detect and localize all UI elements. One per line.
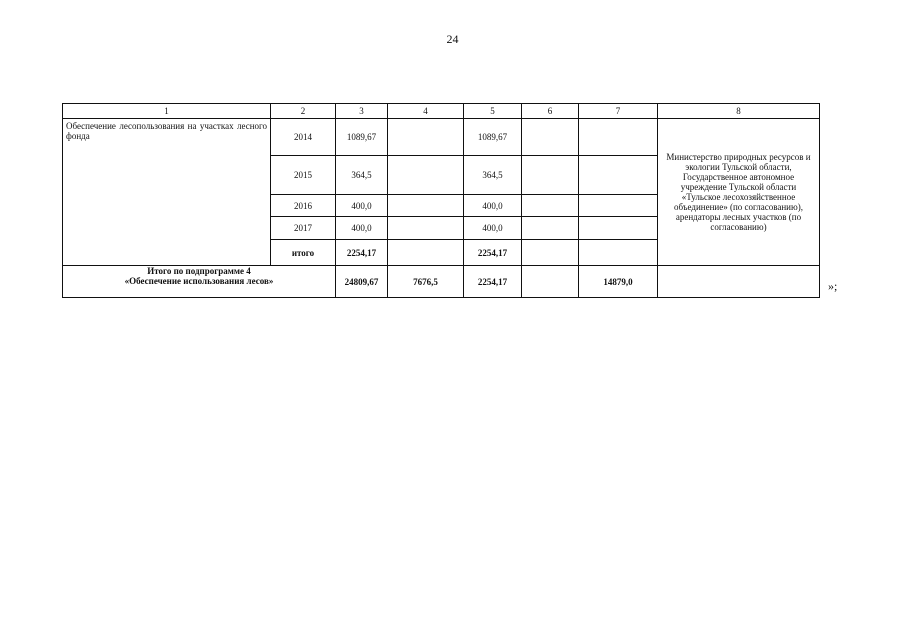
total-col7-cell [579,240,658,266]
col4-cell [388,217,464,240]
closing-quote-mark: »; [828,279,838,293]
col3-cell: 364,5 [336,156,388,195]
year-cell: 2014 [271,119,336,156]
subprogram-col5-cell: 2254,17 [464,266,522,298]
total-col5-cell: 2254,17 [464,240,522,266]
year-cell: 2017 [271,217,336,240]
total-col3-cell: 2254,17 [336,240,388,266]
subprogram-total-label-line2: «Обеспечение использования лесов» [124,276,274,286]
item-description-cell: Обеспечение лесопользования на участках лесного фонда [63,119,271,266]
col6-cell [522,119,579,156]
col3-cell: 1089,67 [336,119,388,156]
header-cell-1: 1 [63,104,271,119]
subprogram-total-label-cell [63,266,336,298]
col5-cell: 400,0 [464,217,522,240]
col7-cell [579,217,658,240]
col5-cell: 400,0 [464,195,522,217]
subprogram-total-label-line1: Итого по подпрограмме 4 [147,266,251,276]
col7-cell [579,119,658,156]
total-label-cell: итого [271,240,336,266]
col4-cell [388,195,464,217]
col6-cell [522,217,579,240]
header-cell-7: 7 [579,104,658,119]
subprogram-col8-cell [658,266,820,298]
year-cell: 2016 [271,195,336,217]
subprogram-total-row [63,266,820,298]
subprogram-col4-cell: 7676,5 [388,266,464,298]
subprogram-col6-cell [522,266,579,298]
col6-cell [522,156,579,195]
col7-cell [579,195,658,217]
header-cell-6: 6 [522,104,579,119]
subprogram-col3-cell: 24809,67 [336,266,388,298]
total-col4-cell [388,240,464,266]
header-cell-3: 3 [336,104,388,119]
subprogram-col7-cell: 14879,0 [579,266,658,298]
col4-cell [388,156,464,195]
header-cell-4: 4 [388,104,464,119]
col5-cell: 1089,67 [464,119,522,156]
page-number: 24 [446,32,459,46]
header-cell-2: 2 [271,104,336,119]
header-row [63,104,820,119]
responsible-cell: Министерство природных ресурсов и экологии Тульской области, Государственное автономное учреждение Тульской области «Тульское лесохозяйственное объединение» (по согласованию), арендаторы лесных участков (по согласованию) [658,119,820,266]
table-row [63,119,820,156]
col3-cell: 400,0 [336,217,388,240]
col3-cell: 400,0 [336,195,388,217]
header-cell-8: 8 [658,104,820,119]
col6-cell [522,195,579,217]
col5-cell: 364,5 [464,156,522,195]
year-cell: 2015 [271,156,336,195]
program-table [62,103,820,298]
total-col6-cell [522,240,579,266]
col7-cell [579,156,658,195]
header-cell-5: 5 [464,104,522,119]
col4-cell [388,119,464,156]
program-table-container [62,103,820,298]
